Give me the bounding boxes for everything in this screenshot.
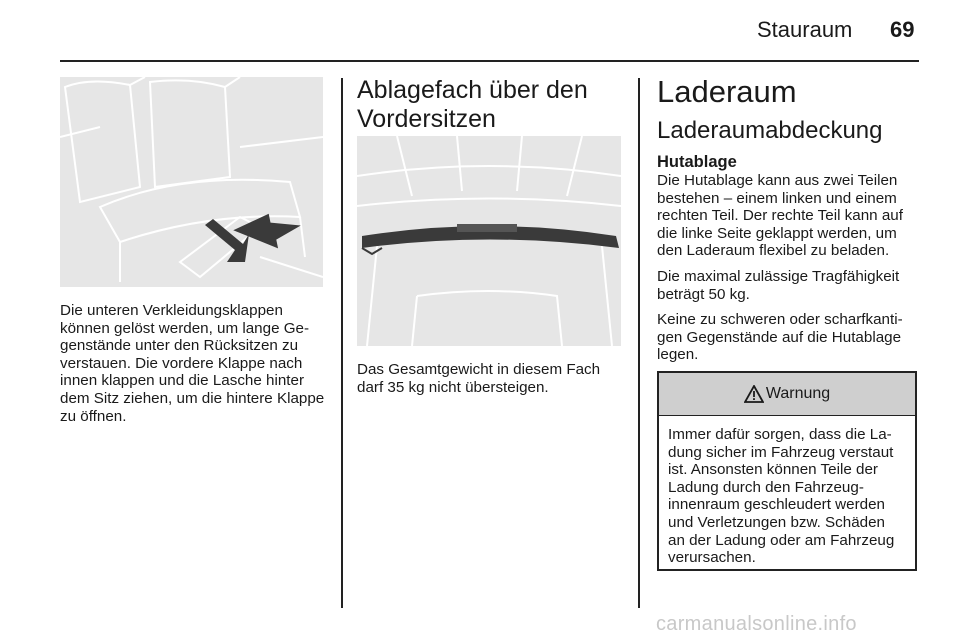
section-heading-overhead-shelf (357, 76, 588, 134)
overhead-shelf-figure (357, 136, 621, 346)
column-divider-2 (638, 78, 640, 608)
page-number: 69 (890, 17, 915, 42)
heading-line-1: Ablagefach über den (357, 76, 588, 104)
seat-storage-flaps-illustration (60, 77, 323, 287)
running-header-title: Stauraum (757, 17, 853, 42)
col1-paragraph: Die unteren Verkleidungsklappen können gelöst werden, um lange Ge-genstände unter den Rücksitzen zu verstauen. Die vordere Klappe nach innen klappen und die Lasche hinter dem Sitz ziehen, um die hintere Klappe zu öffnen. (60, 302, 325, 425)
subheading-laderaumabdeckung: Laderaumabdeckung (657, 117, 883, 144)
warning-header (659, 373, 915, 416)
heading-line-2: Vordersitzen (357, 105, 496, 133)
warning-triangle-icon (744, 385, 764, 403)
col3-paragraph-3: Keine zu schweren oder scharfkanti-gen Gegenstände auf die Hutablage legen. (657, 311, 903, 364)
column-divider-1 (341, 78, 343, 608)
warning-text: Immer dafür sorgen, dass die La-dung sicher im Fahrzeug verstaut ist. Ansonsten können Teile der Ladung durch den Fahrzeug-innenraum geschleudert werden und Verletzungen bzw. Schäden an der Ladung oder am Fahrzeug verursachen. (668, 426, 895, 567)
col3-body (657, 172, 925, 372)
seat-storage-figure (60, 77, 323, 287)
section-heading-laderaum: Laderaum (657, 74, 797, 109)
overhead-shelf-illustration (357, 136, 621, 346)
header-divider (60, 60, 919, 62)
col2-paragraph: Das Gesamtgewicht in diesem Fach darf 35 kg nicht übersteigen. (357, 361, 601, 396)
col3-paragraph-2: Die maximal zulässige Tragfähigkeit beträgt 50 kg. (657, 267, 900, 303)
subsubheading-hutablage: Hutablage (657, 153, 737, 171)
warning-title: Warnung (765, 385, 831, 402)
warning-box (657, 371, 917, 571)
col3-paragraph-1: Die Hutablage kann aus zwei Teilen bestehen – einem linken und einem rechten Teil. Der rechte Teil kann auf die linke Seite geklappt werden, um den Laderaum flexibel zu beladen. (657, 172, 903, 260)
watermark: carmanualsonline.info (656, 613, 857, 635)
